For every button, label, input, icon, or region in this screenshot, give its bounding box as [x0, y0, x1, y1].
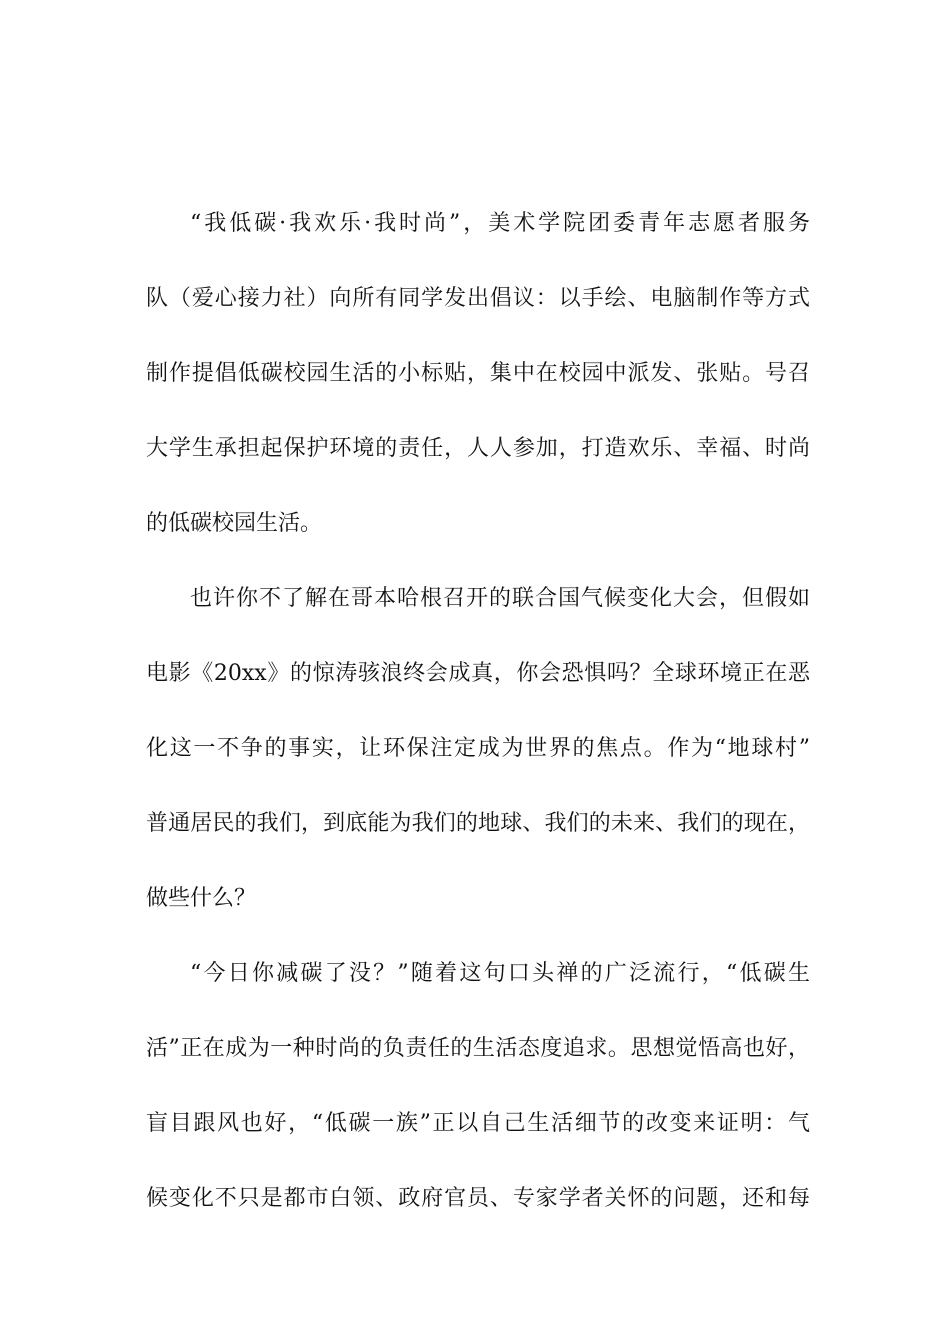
- text-line: 也许你不了解在哥本哈根召开的联合国气候变化大会，但假如: [190, 586, 810, 611]
- paragraph-2: [146, 579, 810, 954]
- document-body: [146, 204, 810, 1254]
- paragraph-3: [146, 954, 810, 1254]
- paragraph-1: [146, 204, 810, 579]
- text-line: 做些什么？: [146, 886, 257, 911]
- text-line: 的低碳校园生活。: [146, 511, 323, 536]
- text-line: 大学生承担起保护环境的责任，人人参加，打造欢乐、幸福、时尚: [146, 436, 810, 461]
- text-line: 电影《20xx》的惊涛骇浪终会成真，你会恐惧吗？全球环境正在恶: [146, 661, 810, 686]
- text-line: 化这一不争的事实，让环保注定成为世界的焦点。作为“地球村”: [146, 736, 810, 761]
- text-line: 盲目跟风也好，“低碳一族”正以自己生活细节的改变来证明：气: [146, 1111, 810, 1136]
- text-line: 普通居民的我们，到底能为我们的地球、我们的未来、我们的现在，: [146, 811, 810, 836]
- text-line: 队（爱心接力社）向所有同学发出倡议：以手绘、电脑制作等方式: [146, 286, 810, 311]
- text-line: “我低碳·我欢乐·我时尚”，美术学院团委青年志愿者服务: [190, 211, 810, 236]
- text-line: 制作提倡低碳校园生活的小标贴，集中在校园中派发、张贴。号召: [146, 361, 810, 386]
- text-line: 候变化不只是都市白领、政府官员、专家学者关怀的问题，还和每: [146, 1186, 810, 1211]
- text-line: “今日你减碳了没？”随着这句口头禅的广泛流行，“低碳生: [190, 961, 810, 986]
- text-line: 活”正在成为一种时尚的负责任的生活态度追求。思想觉悟高也好，: [146, 1036, 810, 1061]
